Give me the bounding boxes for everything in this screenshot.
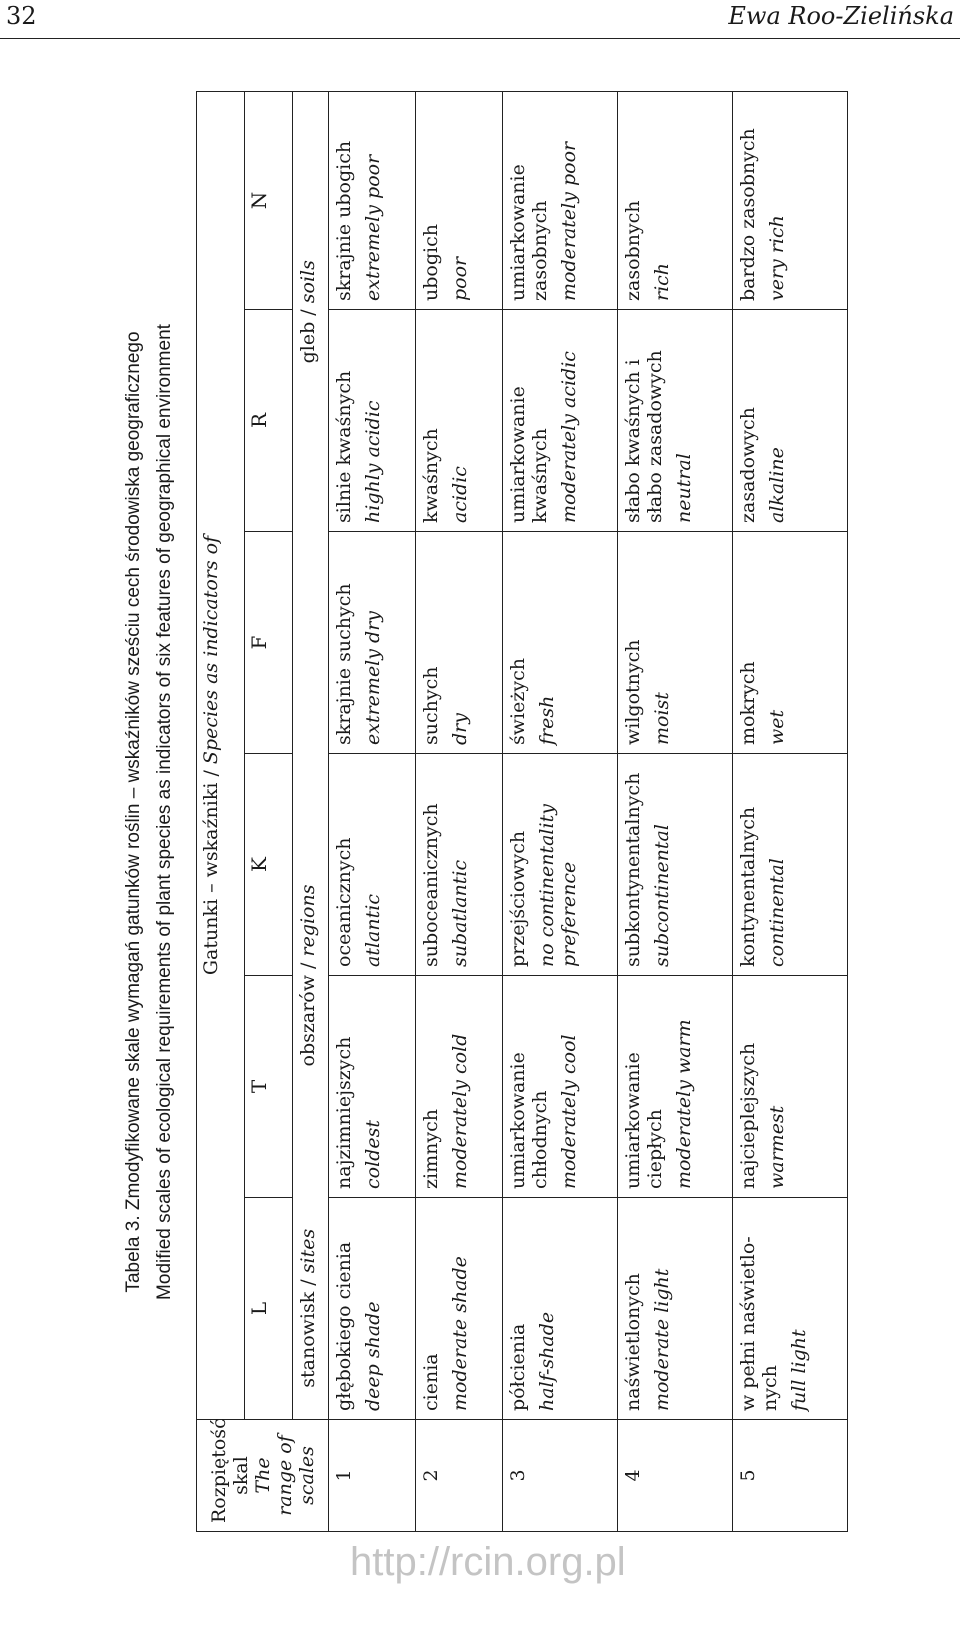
cell-english: moderate light bbox=[651, 1268, 674, 1411]
table-cell bbox=[329, 92, 416, 310]
cell-english: deep shade bbox=[362, 1301, 384, 1411]
table-cell bbox=[416, 92, 503, 310]
cell-english: no continentality preference bbox=[536, 804, 581, 967]
ecological-scales-table bbox=[196, 91, 848, 1532]
group-sites-english: sites bbox=[297, 1228, 319, 1274]
table-cell bbox=[329, 1198, 416, 1420]
table-cell bbox=[733, 92, 848, 310]
table-cell bbox=[503, 1198, 618, 1420]
table-cell bbox=[733, 754, 848, 976]
scale-number: 5 bbox=[733, 1420, 848, 1532]
range-of-scales-header bbox=[197, 1420, 329, 1532]
species-header-english: Species as indicators of bbox=[200, 535, 222, 765]
table-cell bbox=[329, 754, 416, 976]
table-cell bbox=[503, 754, 618, 976]
cell-polish: mokrych bbox=[737, 661, 760, 745]
scale-number: 2 bbox=[416, 1420, 503, 1532]
cell-polish: półcienia bbox=[507, 1323, 530, 1411]
table-cell bbox=[329, 976, 416, 1198]
group-soils-polish: gleb / bbox=[297, 303, 319, 364]
table-cell bbox=[503, 976, 618, 1198]
cell-english: moderate shade bbox=[449, 1256, 472, 1411]
cell-polish: zasobnych bbox=[622, 200, 645, 301]
cell-polish: zimnych bbox=[420, 1109, 443, 1189]
species-header-polish: Gatunki – wskaźniki / bbox=[200, 764, 222, 976]
column-letter-n: N bbox=[245, 92, 293, 310]
cell-english: full light bbox=[788, 1329, 811, 1411]
cell-english: wet bbox=[766, 709, 789, 745]
cell-polish: bardzo zasobnych bbox=[737, 128, 760, 301]
cell-polish: skrajnie suchych bbox=[333, 583, 355, 745]
species-indicators-header bbox=[197, 92, 245, 1420]
cell-polish: umiarkowanie ciepłych bbox=[622, 1052, 667, 1189]
cell-polish: skrajnie ubogich bbox=[333, 140, 355, 301]
group-spacer bbox=[293, 532, 329, 754]
cell-polish: ubogich bbox=[420, 224, 443, 301]
cell-english: subcontinental bbox=[651, 824, 674, 967]
table-cell bbox=[416, 310, 503, 532]
cell-english: moderately warm bbox=[673, 1019, 696, 1189]
cell-english: moderately acidic bbox=[558, 351, 581, 523]
cell-polish: umiarkowanie zasobnych bbox=[507, 164, 552, 301]
cell-english: fresh bbox=[536, 695, 559, 745]
cell-english: atlantic bbox=[362, 894, 384, 967]
table-row bbox=[416, 92, 503, 1532]
table-cell bbox=[329, 532, 416, 754]
rotated-table-block bbox=[118, 92, 858, 1532]
cell-polish: wilgotnych bbox=[622, 639, 645, 745]
table-cell bbox=[618, 1198, 733, 1420]
cell-polish: zasadowych bbox=[737, 407, 760, 523]
range-header-polish: Rozpiętość skal bbox=[207, 1418, 252, 1523]
table-cell bbox=[416, 976, 503, 1198]
cell-polish: oceanicznych bbox=[333, 837, 355, 967]
watermark-url: http://rcin.org.pl bbox=[350, 1540, 626, 1584]
table-row bbox=[503, 92, 618, 1532]
table-caption bbox=[118, 92, 182, 1532]
column-letter-r: R bbox=[245, 310, 293, 532]
cell-polish: kontynentalnych bbox=[737, 806, 760, 967]
cell-polish: cienia bbox=[420, 1353, 443, 1411]
cell-english: very rich bbox=[766, 215, 789, 301]
table-cell bbox=[618, 92, 733, 310]
cell-polish: świeżych bbox=[507, 658, 530, 745]
table-cell bbox=[503, 310, 618, 532]
table-row bbox=[329, 92, 416, 1532]
column-letter-f: F bbox=[245, 532, 293, 754]
group-soils-english: soils bbox=[297, 260, 319, 304]
cell-polish: naświetlonych bbox=[622, 1273, 645, 1411]
cell-polish: słabo kwaśnych i słabo zasadowych bbox=[622, 350, 667, 523]
cell-english: moist bbox=[651, 692, 674, 745]
cell-english: continental bbox=[766, 858, 789, 967]
cell-polish: umiarkowanie chłodnych bbox=[507, 1052, 552, 1189]
cell-english: warmest bbox=[766, 1105, 789, 1189]
table-cell bbox=[416, 1198, 503, 1420]
table-cell bbox=[416, 754, 503, 976]
cell-polish: suboceanicznych bbox=[420, 803, 443, 967]
table-cell bbox=[618, 754, 733, 976]
cell-english: acidic bbox=[449, 466, 472, 523]
column-letter-k: K bbox=[245, 754, 293, 976]
cell-polish: w pełni naświetlo-nych bbox=[737, 1236, 782, 1411]
cell-polish: kwaśnych bbox=[420, 428, 443, 523]
page-number: 32 bbox=[6, 2, 37, 30]
caption-english: Modified scales of ecological requirements of plant species as indicators of six features of geographical environment bbox=[154, 324, 175, 1300]
cell-english: dry bbox=[449, 713, 472, 745]
caption-polish: Tabela 3. Zmodyfikowane skale wymagań gatunków roślin – wskaźników sześciu cech środowiska geograficznego bbox=[123, 331, 144, 1293]
cell-polish: silnie kwaśnych bbox=[333, 370, 355, 523]
cell-english: rich bbox=[651, 262, 674, 301]
table-cell bbox=[503, 92, 618, 310]
group-sites-header bbox=[293, 1198, 329, 1420]
cell-english: poor bbox=[449, 256, 472, 301]
range-header-english: The range of scales bbox=[251, 1435, 318, 1516]
table-cell bbox=[733, 532, 848, 754]
table-cell bbox=[733, 976, 848, 1198]
cell-polish: przejściowych bbox=[507, 830, 530, 967]
group-regions-english: regions bbox=[297, 884, 319, 957]
cell-english: alkaline bbox=[766, 447, 789, 523]
cell-english: coldest bbox=[362, 1120, 384, 1189]
table-cell bbox=[416, 532, 503, 754]
table-cell bbox=[618, 532, 733, 754]
table-row bbox=[733, 92, 848, 1532]
cell-polish: głębokiego cienia bbox=[333, 1241, 355, 1411]
table-cell bbox=[503, 532, 618, 754]
running-head-author: Ewa Roo-Zielińska bbox=[728, 2, 954, 30]
header-rule bbox=[0, 38, 960, 39]
scale-number: 3 bbox=[503, 1420, 618, 1532]
cell-english: extremely dry bbox=[362, 610, 384, 745]
column-letter-l: L bbox=[245, 1198, 293, 1420]
table-cell bbox=[618, 310, 733, 532]
group-regions-header bbox=[293, 754, 329, 1198]
table-cell bbox=[329, 310, 416, 532]
group-soils-header bbox=[293, 92, 329, 532]
column-letter-t: T bbox=[245, 976, 293, 1198]
group-regions-polish: obszarów / bbox=[297, 956, 319, 1067]
cell-polish: umiarkowanie kwaśnych bbox=[507, 386, 552, 523]
cell-english: extremely poor bbox=[362, 154, 384, 301]
table-cell bbox=[733, 310, 848, 532]
cell-english: highly acidic bbox=[362, 400, 384, 523]
cell-english: half-shade bbox=[536, 1311, 559, 1411]
table-row bbox=[618, 92, 733, 1532]
cell-english: moderately cool bbox=[558, 1034, 581, 1189]
cell-english: neutral bbox=[673, 453, 696, 523]
cell-polish: suchych bbox=[420, 666, 443, 745]
cell-polish: najzimniejszych bbox=[333, 1036, 355, 1189]
cell-english: moderately cold bbox=[449, 1033, 472, 1189]
cell-english: moderately poor bbox=[558, 141, 581, 301]
scale-number: 4 bbox=[618, 1420, 733, 1532]
group-sites-polish: stanowisk / bbox=[297, 1273, 319, 1388]
table-cell bbox=[618, 976, 733, 1198]
cell-english: subatlantic bbox=[449, 859, 472, 967]
cell-polish: subkontynentalnych bbox=[622, 772, 645, 967]
cell-polish: najcieplejszych bbox=[737, 1042, 760, 1189]
scale-number: 1 bbox=[329, 1420, 416, 1532]
table-cell bbox=[733, 1198, 848, 1420]
